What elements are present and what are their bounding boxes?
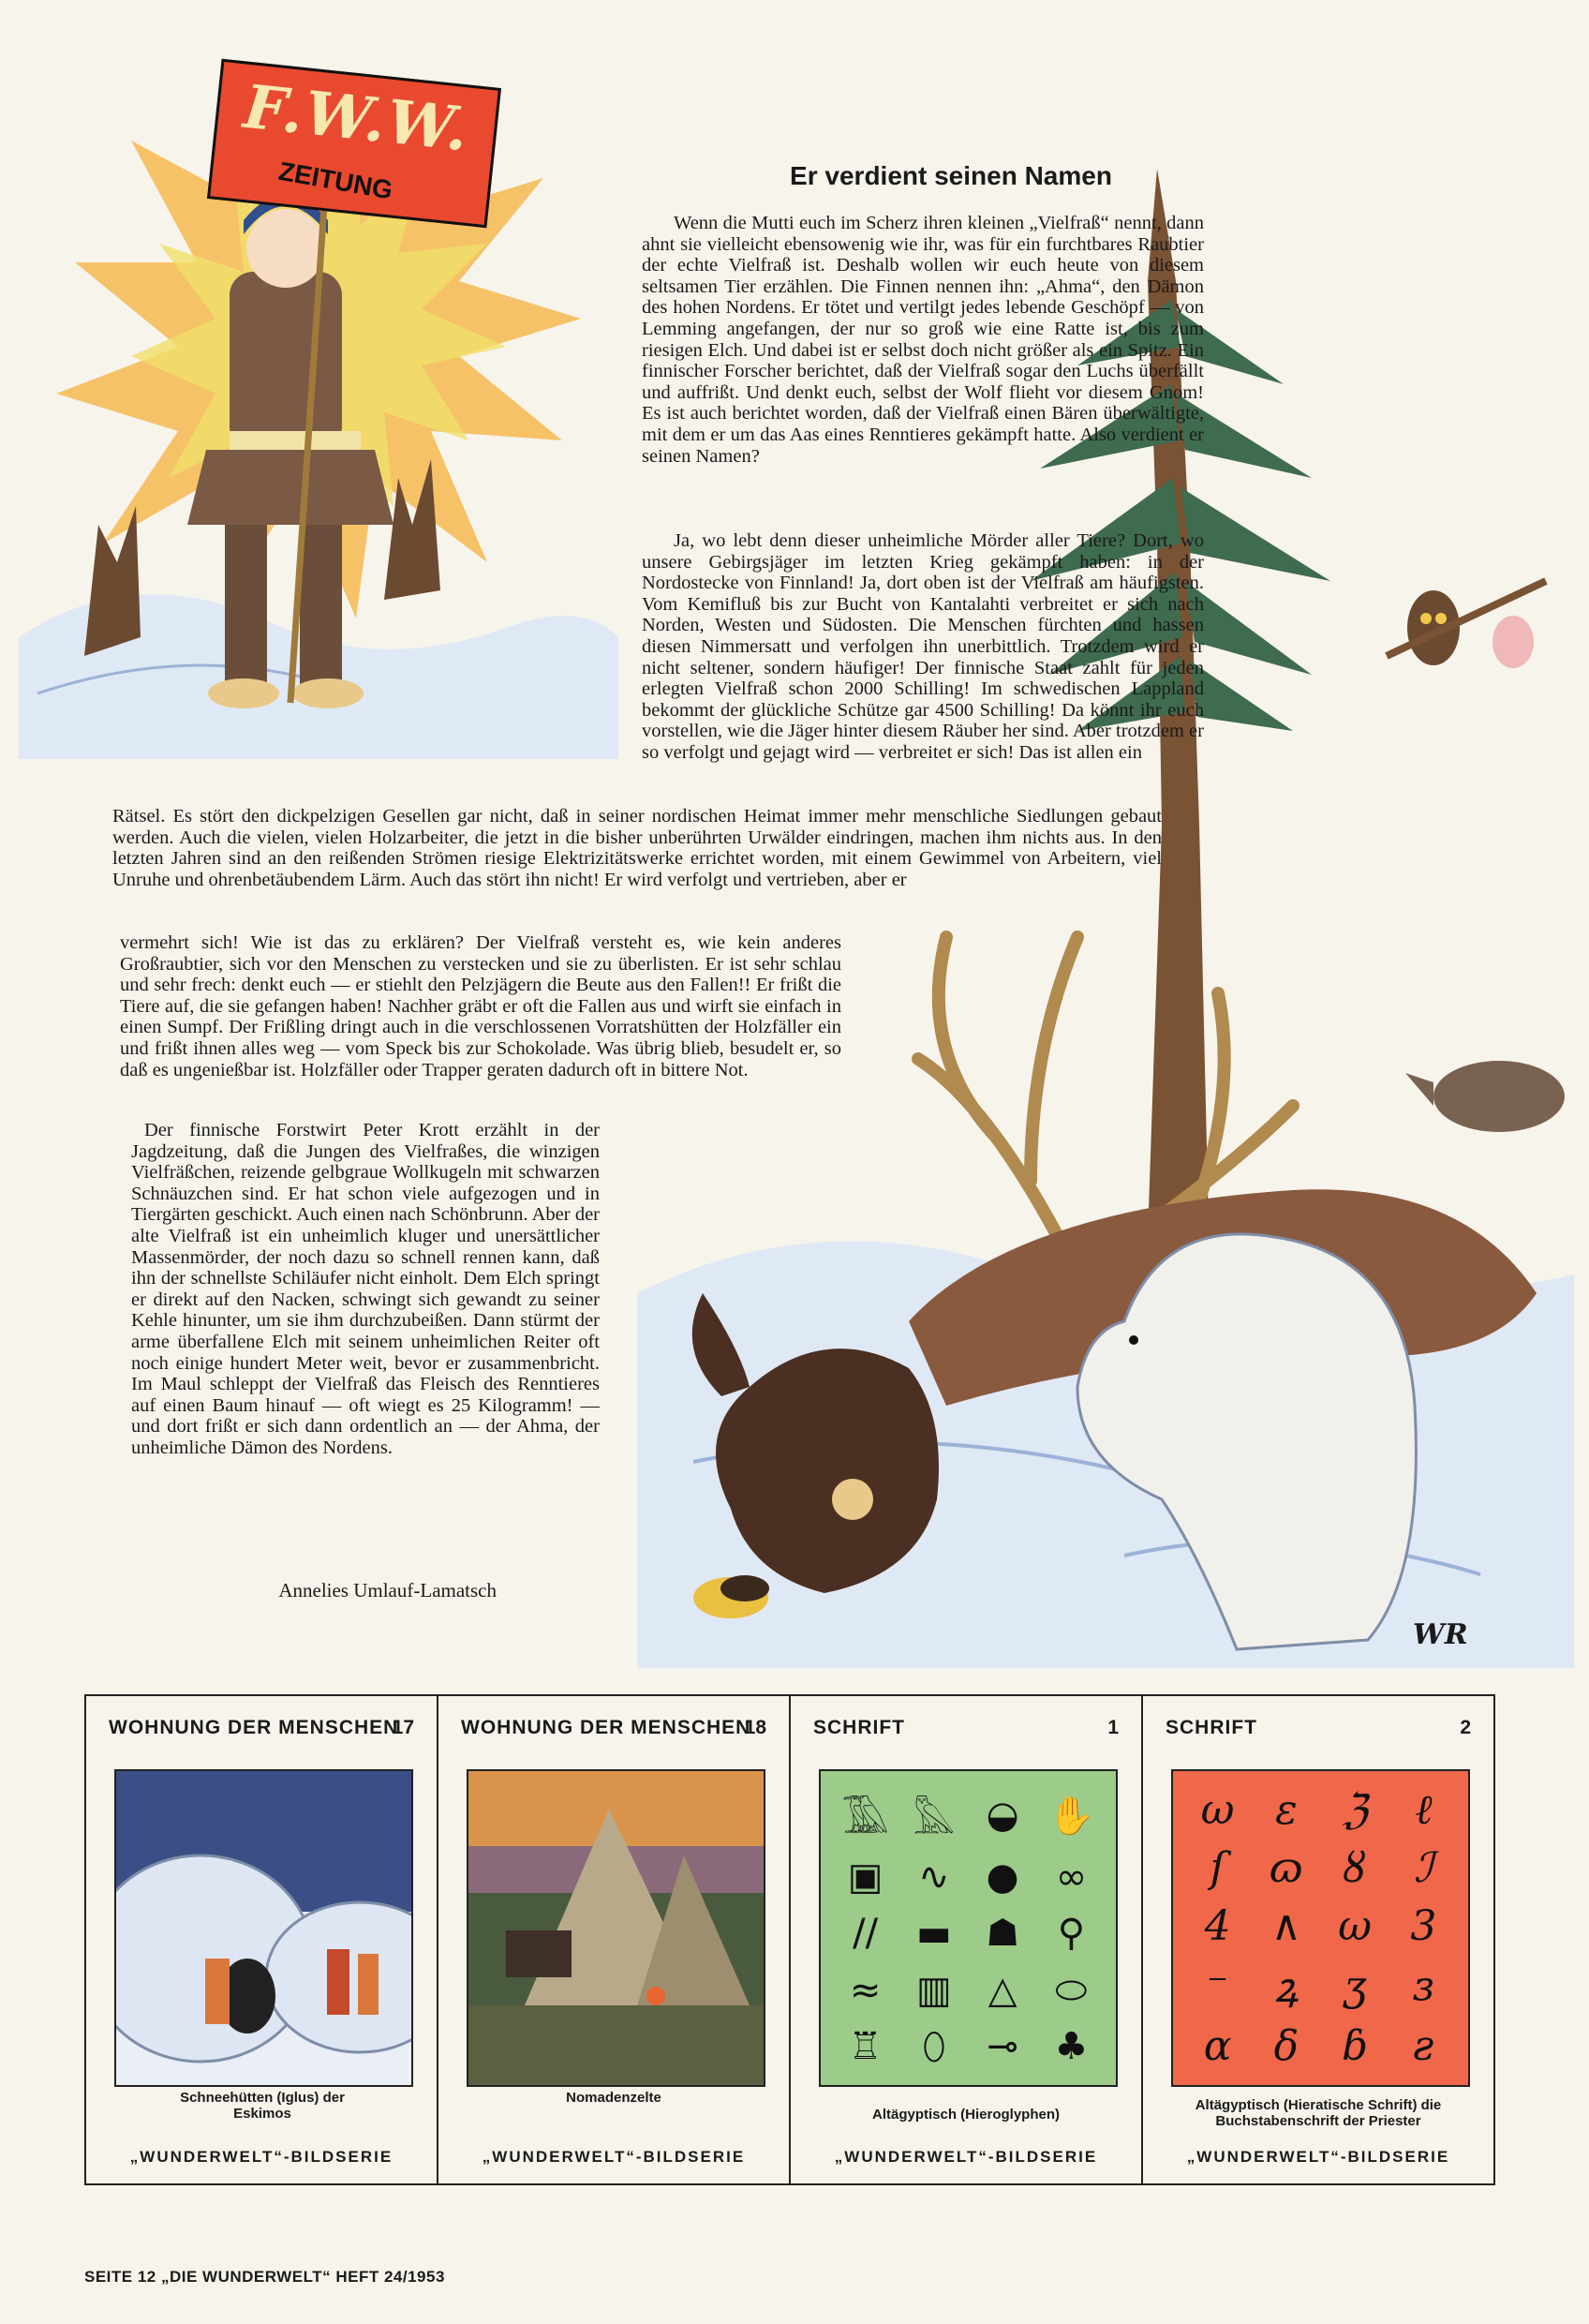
hieratic-sign-icon: ȣ bbox=[1343, 1844, 1367, 1893]
basket-glyph-icon: ◒ bbox=[986, 1794, 1019, 1837]
card-title: SCHRIFT bbox=[1166, 1717, 1257, 1738]
hieratic-sign-icon: ɓ bbox=[1342, 2021, 1369, 2070]
hieratic-sign-icon: ℐ bbox=[1414, 1844, 1433, 1893]
card-title: WOHNUNG DER MENSCHEN bbox=[461, 1717, 751, 1738]
water-glyph-icon: ≈ bbox=[849, 1968, 882, 2012]
card-number: 1 bbox=[1107, 1717, 1119, 1738]
square-glyph-icon: ▣ bbox=[847, 1855, 884, 1899]
quail-glyph-icon: ♣ bbox=[1054, 2024, 1089, 2068]
hieratic-sign-icon: ɑ bbox=[1203, 2021, 1232, 2070]
card-caption: Nomadenzelte bbox=[566, 2090, 661, 2106]
triangle-glyph-icon: △ bbox=[988, 1968, 1017, 2012]
hieratic-sign-icon: ꝝ bbox=[1274, 1964, 1299, 2013]
mouth-glyph-icon: ⬭ bbox=[1055, 1968, 1088, 2012]
card-number: 17 bbox=[392, 1717, 414, 1738]
card-igloos bbox=[86, 1696, 438, 2183]
article-author: Annelies Umlauf-Lamatsch bbox=[278, 1579, 497, 1601]
card-hieratic bbox=[1143, 1696, 1493, 2183]
article-paragraph-1: Wenn die Mutti euch im Scherz ihren kleinen „Vielfraß“ nennt, dann ahnt sie vielleicht ebensowenig wie ihr, was für ein furchtbares Raubtier der echte Vielfraß ist. Deshalb wollen wir euch heute von diesem seltsamen Tier erzählen. Die Finnen nennen ihn: „Ahma“, den Dämon des hohen Nordens. Er tötet und vertilgt jedes lebende Geschöpf — von Lemming angefangen, der nur so groß wie eine Ratte ist, bis zum riesigen Elch. Und dabei ist er selbst doch nicht größer als ein Spitz. Ein finnischer Forscher berichtet, daß der Vielfraß sogar den Luchs überfällt und auffrißt. Und denkt euch, selbst der Wolf flieht vor diesem Gnom! Es ist auch berichtet worden, daß der Vielfraß einen Bären überwältigte, mit dem er um das Aas eines Renntieres gekämpft hatte. Also verdient er seinen Namen? bbox=[642, 213, 1204, 467]
article-title: Er verdient seinen Namen bbox=[790, 161, 1112, 190]
bolt-glyph-icon: ⊸ bbox=[987, 2024, 1018, 2068]
reeds-glyph-icon: // bbox=[853, 1912, 879, 1956]
hieratic-sign-icon: ƨ bbox=[1413, 2021, 1434, 2070]
card-hieroglyphs bbox=[791, 1696, 1143, 2183]
hieratic-sign-icon: ʒ bbox=[1343, 1961, 1367, 2010]
hieratic-panel bbox=[1171, 1769, 1470, 2087]
hieratic-sign-icon: ɜ bbox=[1413, 1961, 1434, 2010]
card-number: 2 bbox=[1460, 1717, 1471, 1738]
snake-glyph-icon: ∿ bbox=[918, 1855, 950, 1899]
hieratic-sign-icon: ℨ bbox=[1342, 1786, 1368, 1835]
newspaper-sign bbox=[207, 59, 501, 229]
article-paragraph-4: vermehrt sich! Wie ist das zu erklären? Der Vielfraß versteht es, wie kein anderes Großraubtier, sich vor den Menschen zu verstecken und sie zu überlisten. Er ist sehr schlau und sehr frech: denkt euch — er stiehlt den Pelzjägern die Beute aus den Fallen!! Er frißt die Tiere auf, die sie gefangen haben! Nachher gräbt er oft die Fallen aus und wirft sie einfach in einen Sumpf. Der Frißling dringt auch in die verschlossenen Vorratshütten der Holzfäller ein und frißt ihnen alles weg — vom Speck bis zur Schokolade. Was übrig blieb, besudelt er, so daß es ungenießbar ist. Holzfäller oder Trapper geraten dadurch oft in bittere Not. bbox=[120, 932, 841, 1080]
card-caption: Schneehütten (Iglus) der Eskimos bbox=[180, 2090, 345, 2122]
nomad-tent-picture bbox=[467, 1769, 765, 2087]
card-series: „WUNDERWELT“-BILDSERIE bbox=[129, 2148, 394, 2166]
hieratic-sign-icon: ω bbox=[1200, 1786, 1235, 1835]
page-footer: SEITE 12 „DIE WUNDERWELT“ HEFT 24/1953 bbox=[84, 2268, 445, 2286]
artist-signature: WR bbox=[1413, 1618, 1468, 1651]
hieroglyph-panel bbox=[819, 1769, 1118, 2087]
hieratic-sign-icon: ℓ bbox=[1415, 1786, 1433, 1835]
hieratic-sign-icon: δ bbox=[1273, 2021, 1299, 2070]
card-title: WOHNUNG DER MENSCHEN bbox=[109, 1717, 399, 1738]
article-paragraph-5: Der finnische Forstwirt Peter Krott erzählt in der Jagdzeitung, daß die Jungen des Vielfraßes, die winzigen Vielfräßchen, reizende gelbgraue Wollkugeln mit schwarzen Schnäuzchen sind. Er hat schon viele aufgezogen und in Tiergärten geschickt. Auch einen nach Schönbrunn. Aber der alte Vielfraß ist ein unheimlich kluger und unersättlicher Massenmörder, der noch dazu so schnell rennen kann, daß ihn der schnellste Schiläufer nicht einholt. Dem Elch springt er direkt auf den Nacken, schwingt sich gewandt zu seiner Kehle hinunter, um sie ihm durchzubeißen. Dann stürmt der arme überfallene Elch mit seinem unheimlichen Reiter oft noch einige hundert Meter weit, bevor er zusammenbricht. Im Maul schleppt der Vielfraß das Fleisch des Renntieres auf einen Baum hinauf — oft wiegt es 25 Kilogramm! — und dort frißt er sich dann ordentlich an — der Ahma, der unheimliche Dämon des Nordens. bbox=[131, 1120, 600, 1458]
hieratic-sign-icon: ɷ bbox=[1269, 1844, 1303, 1893]
card-series: „WUNDERWELT“-BILDSERIE bbox=[834, 2148, 1098, 2166]
hand-glyph-icon: ✋ bbox=[1047, 1794, 1095, 1838]
circle-glyph-icon: ● bbox=[986, 1855, 1019, 1899]
arm-glyph-icon: ▬ bbox=[915, 1912, 952, 1956]
card-nomad-tents bbox=[438, 1696, 791, 2183]
article-paragraph-3: Rätsel. Es stört den dickpelzigen Gesellen gar nicht, daß in seiner nordischen Heimat immer mehr menschliche Siedlungen gebaut werden. Auch die vielen, vielen Holzarbeiter, die jetzt in die bisher unberührten Urwälder eindringen, machen ihm nichts aus. In den letzten Jahren sind an den reißenden Strömen riesige Elektrizitätswerke errichtet worden, mit einem Gewimmel von Arbeitern, viel Unruhe und ohrenbetäubendem Lärm. Auch das stört ihn nicht! Er wird verfolgt und vertrieben, aber er bbox=[112, 806, 1162, 890]
column-glyph-icon: ▥ bbox=[915, 1968, 952, 2012]
card-series: „WUNDERWELT“-BILDSERIE bbox=[482, 2148, 746, 2166]
vulture-glyph-icon: 𓅀 bbox=[841, 1799, 889, 1842]
article-paragraph-2: Ja, wo lebt denn dieser unheimliche Mörder aller Tiere? Dort, wo unsere Gebirgsjäger im letzten Krieg gekämpft haben: in der Nordostecke von Finnland! Ja, dort oben ist der Vielfraß am häufigsten. Vom Kemifluß bis zur Bucht von Kantalahti verbreitet er sich nach Norden, Westen und Südosten. Die Menschen fürchten und hassen diesen Nimmersatt und verfolgen ihn unerbittlich. Trotzdem wird er nicht seltener, sondern häufiger! Der finnische Staat zahlt für jeden erlegten Vielfraß schon 2000 Schilling! Im schwedischen Lappland bekommt der glückliche Schütze gar 4500 Schilling! Da könnt ihr euch vorstellen, wie die Jäger hinter diesem Räuber her sind. Aber trotzdem er so verfolgt und gejagt wird — verbreitet er sich! Das ist allen ein bbox=[642, 530, 1204, 763]
hieratic-sign-icon: ɛ bbox=[1275, 1786, 1298, 1835]
card-caption: Altägyptisch (Hieratische Schrift) die Buchstabenschrift der Priester bbox=[1195, 2097, 1442, 2129]
card-title: SCHRIFT bbox=[813, 1717, 905, 1738]
card-series: „WUNDERWELT“-BILDSERIE bbox=[1186, 2148, 1450, 2166]
throne-glyph-icon: ♖ bbox=[848, 2024, 883, 2068]
picture-card-strip bbox=[84, 1694, 1495, 2185]
igloo-picture bbox=[114, 1769, 413, 2087]
card-caption: Altägyptisch (Hieroglyphen) bbox=[871, 2107, 1061, 2123]
hieratic-sign-icon: ∧ bbox=[1270, 1901, 1301, 1950]
hieratic-sign-icon: ſ bbox=[1210, 1844, 1225, 1893]
lion-glyph-icon: ☗ bbox=[986, 1912, 1020, 1956]
cartouche-glyph-icon: ⬯ bbox=[922, 2024, 946, 2068]
sign-initials: F.W.W. bbox=[240, 71, 473, 166]
hieratic-sign-icon: ω bbox=[1338, 1901, 1373, 1950]
bird-glyph-icon: 𓅓 bbox=[913, 1799, 956, 1842]
sign-word: ZEITUNG bbox=[276, 156, 395, 205]
hieratic-sign-icon: ⁻ bbox=[1207, 1961, 1229, 2010]
rope-glyph-icon: ∞ bbox=[1055, 1855, 1088, 1899]
hieratic-sign-icon: 3 bbox=[1410, 1901, 1437, 1950]
owl-glyph-icon: ⚲ bbox=[1057, 1912, 1086, 1956]
card-number: 18 bbox=[744, 1717, 766, 1738]
hieratic-sign-icon: 4 bbox=[1204, 1901, 1231, 1950]
